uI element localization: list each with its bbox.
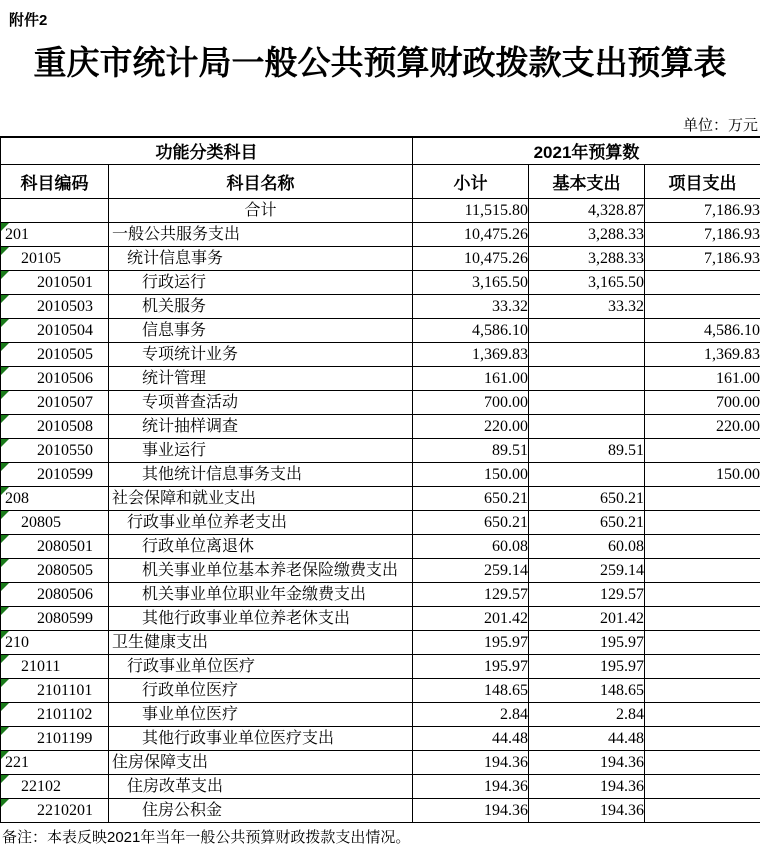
subject-code: 2101102 xyxy=(1,706,92,723)
subject-name-cell: 合计 xyxy=(109,198,413,222)
basic-value-cell: 650.21 xyxy=(529,510,645,534)
subject-code-cell xyxy=(1,366,109,390)
subject-name-cell: 机关事业单位职业年金缴费支出 xyxy=(109,582,413,606)
subject-code-cell xyxy=(1,678,109,702)
subtotal-value-cell: 194.36 xyxy=(413,798,529,822)
table-row xyxy=(1,342,760,366)
subject-code-cell xyxy=(1,246,109,270)
subject-name-cell: 住房保障支出 xyxy=(109,750,413,774)
subtotal-value-cell: 10,475.26 xyxy=(413,246,529,270)
subject-name-cell: 行政单位离退休 xyxy=(109,534,413,558)
subtotal-value-cell: 220.00 xyxy=(413,414,529,438)
table-row xyxy=(1,438,760,462)
attachment-label: 附件2 xyxy=(0,0,760,30)
green-triangle-icon xyxy=(1,607,9,615)
subject-code: 2010508 xyxy=(1,418,93,435)
subtotal-value-cell: 2.84 xyxy=(413,702,529,726)
green-triangle-icon xyxy=(1,631,9,639)
basic-value-cell: 4,328.87 xyxy=(529,198,645,222)
basic-value-cell: 2.84 xyxy=(529,702,645,726)
subtotal-value-cell: 195.97 xyxy=(413,654,529,678)
subtotal-value-cell: 700.00 xyxy=(413,390,529,414)
project-value-cell xyxy=(645,534,760,558)
green-triangle-icon xyxy=(1,391,9,399)
green-triangle-icon xyxy=(1,439,9,447)
basic-value-cell xyxy=(529,414,645,438)
project-value-cell xyxy=(645,750,760,774)
subject-code-cell xyxy=(1,222,109,246)
subject-code: 2101101 xyxy=(1,682,92,699)
table-row xyxy=(1,678,760,702)
header-function-group: 功能分类科目 xyxy=(1,137,413,164)
subject-code-cell xyxy=(1,726,109,750)
project-value-cell xyxy=(645,726,760,750)
subject-code-cell xyxy=(1,294,109,318)
basic-value-cell: 194.36 xyxy=(529,798,645,822)
subject-name-cell: 住房改革支出 xyxy=(109,774,413,798)
subject-name-cell: 其他行政事业单位医疗支出 xyxy=(109,726,413,750)
subject-code-cell xyxy=(1,342,109,366)
table-row xyxy=(1,390,760,414)
subtotal-value-cell: 650.21 xyxy=(413,486,529,510)
subtotal-value-cell: 3,165.50 xyxy=(413,270,529,294)
project-value-cell xyxy=(645,654,760,678)
subtotal-value-cell: 11,515.80 xyxy=(413,198,529,222)
green-triangle-icon xyxy=(1,559,9,567)
green-triangle-icon xyxy=(1,583,9,591)
subject-name-cell: 行政运行 xyxy=(109,270,413,294)
basic-value-cell: 201.42 xyxy=(529,606,645,630)
subject-name-cell: 其他统计信息事务支出 xyxy=(109,462,413,486)
basic-value-cell: 194.36 xyxy=(529,750,645,774)
basic-value-cell: 195.97 xyxy=(529,654,645,678)
subject-code: 2101199 xyxy=(1,730,92,747)
project-value-cell xyxy=(645,630,760,654)
subject-code-cell xyxy=(1,270,109,294)
subject-name-cell: 行政事业单位医疗 xyxy=(109,654,413,678)
project-value-cell: 7,186.93 xyxy=(645,246,760,270)
budget-table xyxy=(0,136,760,823)
subject-code: 210 xyxy=(1,634,29,651)
header-subject-code: 科目编码 xyxy=(1,164,109,198)
header-subject-name: 科目名称 xyxy=(109,164,413,198)
table-row xyxy=(1,246,760,270)
green-triangle-icon xyxy=(1,655,9,663)
table-row xyxy=(1,318,760,342)
subject-name-cell: 事业单位医疗 xyxy=(109,702,413,726)
subtotal-value-cell: 44.48 xyxy=(413,726,529,750)
basic-value-cell: 194.36 xyxy=(529,774,645,798)
subject-code: 20105 xyxy=(1,250,61,267)
subject-code-cell xyxy=(1,774,109,798)
total-row xyxy=(1,198,760,222)
subject-name-cell: 统计抽样调查 xyxy=(109,414,413,438)
subject-code: 2010507 xyxy=(1,394,93,411)
subtotal-value-cell: 10,475.26 xyxy=(413,222,529,246)
project-value-cell xyxy=(645,582,760,606)
green-triangle-icon xyxy=(1,295,9,303)
basic-value-cell: 33.32 xyxy=(529,294,645,318)
subject-name-cell: 专项普查活动 xyxy=(109,390,413,414)
project-value-cell: 7,186.93 xyxy=(645,198,760,222)
subject-code-cell xyxy=(1,318,109,342)
green-triangle-icon xyxy=(1,487,9,495)
basic-value-cell xyxy=(529,318,645,342)
header-budget-group: 2021年预算数 xyxy=(413,137,760,164)
project-value-cell: 150.00 xyxy=(645,462,760,486)
subject-code: 2010505 xyxy=(1,346,93,363)
project-value-cell xyxy=(645,678,760,702)
project-value-cell xyxy=(645,774,760,798)
table-row xyxy=(1,294,760,318)
project-value-cell xyxy=(645,606,760,630)
green-triangle-icon xyxy=(1,703,9,711)
subtotal-value-cell: 33.32 xyxy=(413,294,529,318)
project-value-cell xyxy=(645,510,760,534)
basic-value-cell: 195.97 xyxy=(529,630,645,654)
green-triangle-icon xyxy=(1,679,9,687)
unit-label: 单位：万元 xyxy=(0,114,758,135)
green-triangle-icon xyxy=(1,367,9,375)
green-triangle-icon xyxy=(1,247,9,255)
green-triangle-icon xyxy=(1,751,9,759)
subject-name-cell: 统计信息事务 xyxy=(109,246,413,270)
subject-code-cell xyxy=(1,486,109,510)
basic-value-cell: 3,288.33 xyxy=(529,222,645,246)
basic-value-cell xyxy=(529,390,645,414)
subject-code: 2010550 xyxy=(1,442,93,459)
table-header xyxy=(1,137,760,198)
subject-name-cell: 机关服务 xyxy=(109,294,413,318)
subject-code: 2080506 xyxy=(1,586,93,603)
subject-name-cell: 统计管理 xyxy=(109,366,413,390)
subject-name-cell: 信息事务 xyxy=(109,318,413,342)
table-row xyxy=(1,270,760,294)
subtotal-value-cell: 259.14 xyxy=(413,558,529,582)
basic-value-cell: 3,288.33 xyxy=(529,246,645,270)
subject-code-cell xyxy=(1,198,109,222)
basic-value-cell xyxy=(529,342,645,366)
subject-code: 2080501 xyxy=(1,538,93,555)
subject-code-cell xyxy=(1,510,109,534)
table-row xyxy=(1,222,760,246)
footnote: 备注：本表反映2021年当年一般公共预算财政拨款支出情况。 xyxy=(2,826,760,847)
basic-value-cell xyxy=(529,462,645,486)
header-column-row xyxy=(1,164,760,198)
subject-code: 20805 xyxy=(1,514,61,531)
project-value-cell xyxy=(645,558,760,582)
subject-code: 2010506 xyxy=(1,370,93,387)
subject-code-cell xyxy=(1,606,109,630)
subject-code: 2010599 xyxy=(1,466,93,483)
table-row xyxy=(1,654,760,678)
green-triangle-icon xyxy=(1,727,9,735)
project-value-cell: 220.00 xyxy=(645,414,760,438)
project-value-cell xyxy=(645,270,760,294)
table-row xyxy=(1,798,760,822)
table-row xyxy=(1,558,760,582)
green-triangle-icon xyxy=(1,319,9,327)
green-triangle-icon xyxy=(1,271,9,279)
basic-value-cell: 3,165.50 xyxy=(529,270,645,294)
table-row xyxy=(1,486,760,510)
table-row xyxy=(1,726,760,750)
subtotal-value-cell: 195.97 xyxy=(413,630,529,654)
subject-code: 2210201 xyxy=(1,802,93,819)
basic-value-cell: 148.65 xyxy=(529,678,645,702)
subject-code: 21011 xyxy=(1,658,60,675)
project-value-cell: 1,369.83 xyxy=(645,342,760,366)
subject-name-cell: 行政单位医疗 xyxy=(109,678,413,702)
subject-name-cell: 事业运行 xyxy=(109,438,413,462)
project-value-cell xyxy=(645,486,760,510)
subject-name-cell: 行政事业单位养老支出 xyxy=(109,510,413,534)
green-triangle-icon xyxy=(1,343,9,351)
table-body xyxy=(1,198,760,822)
subtotal-value-cell: 161.00 xyxy=(413,366,529,390)
subject-code-cell xyxy=(1,462,109,486)
subject-code: 221 xyxy=(1,754,29,771)
subject-code: 2080505 xyxy=(1,562,93,579)
header-subtotal: 小计 xyxy=(413,164,529,198)
subtotal-value-cell: 201.42 xyxy=(413,606,529,630)
project-value-cell xyxy=(645,294,760,318)
subject-name-cell: 社会保障和就业支出 xyxy=(109,486,413,510)
subtotal-value-cell: 4,586.10 xyxy=(413,318,529,342)
subtotal-value-cell: 1,369.83 xyxy=(413,342,529,366)
subject-code-cell xyxy=(1,654,109,678)
project-value-cell: 161.00 xyxy=(645,366,760,390)
subject-name-cell: 机关事业单位基本养老保险缴费支出 xyxy=(109,558,413,582)
green-triangle-icon xyxy=(1,775,9,783)
subject-code-cell xyxy=(1,582,109,606)
subject-code-cell xyxy=(1,558,109,582)
header-project-expenditure: 项目支出 xyxy=(645,164,760,198)
header-group-row xyxy=(1,137,760,164)
subject-code: 201 xyxy=(1,226,29,243)
project-value-cell xyxy=(645,702,760,726)
subtotal-value-cell: 148.65 xyxy=(413,678,529,702)
green-triangle-icon xyxy=(1,799,9,807)
table-row xyxy=(1,702,760,726)
project-value-cell: 7,186.93 xyxy=(645,222,760,246)
subject-code: 2080599 xyxy=(1,610,93,627)
basic-value-cell: 60.08 xyxy=(529,534,645,558)
subject-name-cell: 其他行政事业单位养老休支出 xyxy=(109,606,413,630)
subtotal-value-cell: 60.08 xyxy=(413,534,529,558)
table-row xyxy=(1,462,760,486)
subject-code-cell xyxy=(1,702,109,726)
green-triangle-icon xyxy=(1,511,9,519)
table-row xyxy=(1,510,760,534)
header-basic-expenditure: 基本支出 xyxy=(529,164,645,198)
basic-value-cell: 44.48 xyxy=(529,726,645,750)
project-value-cell xyxy=(645,438,760,462)
green-triangle-icon xyxy=(1,535,9,543)
table-row xyxy=(1,534,760,558)
subject-code: 208 xyxy=(1,490,29,507)
subject-name-cell: 卫生健康支出 xyxy=(109,630,413,654)
subject-code-cell xyxy=(1,390,109,414)
subtotal-value-cell: 194.36 xyxy=(413,774,529,798)
subtotal-value-cell: 129.57 xyxy=(413,582,529,606)
basic-value-cell: 259.14 xyxy=(529,558,645,582)
subject-code-cell xyxy=(1,798,109,822)
basic-value-cell: 129.57 xyxy=(529,582,645,606)
table-row xyxy=(1,774,760,798)
basic-value-cell xyxy=(529,366,645,390)
subject-code-cell xyxy=(1,630,109,654)
table-row xyxy=(1,366,760,390)
subject-code: 2010501 xyxy=(1,274,93,291)
subtotal-value-cell: 89.51 xyxy=(413,438,529,462)
subtotal-value-cell: 194.36 xyxy=(413,750,529,774)
subject-code-cell xyxy=(1,438,109,462)
project-value-cell xyxy=(645,798,760,822)
green-triangle-icon xyxy=(1,415,9,423)
subject-code: 2010503 xyxy=(1,298,93,315)
green-triangle-icon xyxy=(1,463,9,471)
project-value-cell: 4,586.10 xyxy=(645,318,760,342)
subject-name-cell: 一般公共服务支出 xyxy=(109,222,413,246)
table-row xyxy=(1,750,760,774)
subject-code: 2010504 xyxy=(1,322,93,339)
page-title: 重庆市统计局一般公共预算财政拨款支出预算表 xyxy=(0,37,760,84)
subject-code-cell xyxy=(1,534,109,558)
green-triangle-icon xyxy=(1,223,9,231)
subtotal-value-cell: 650.21 xyxy=(413,510,529,534)
basic-value-cell: 89.51 xyxy=(529,438,645,462)
subject-code-cell xyxy=(1,750,109,774)
subject-code: 22102 xyxy=(1,778,61,795)
table-row xyxy=(1,630,760,654)
table-row xyxy=(1,414,760,438)
subject-name-cell: 专项统计业务 xyxy=(109,342,413,366)
table-row xyxy=(1,582,760,606)
basic-value-cell: 650.21 xyxy=(529,486,645,510)
subject-name-cell: 住房公积金 xyxy=(109,798,413,822)
project-value-cell: 700.00 xyxy=(645,390,760,414)
subject-code-cell xyxy=(1,414,109,438)
table-row xyxy=(1,606,760,630)
subtotal-value-cell: 150.00 xyxy=(413,462,529,486)
